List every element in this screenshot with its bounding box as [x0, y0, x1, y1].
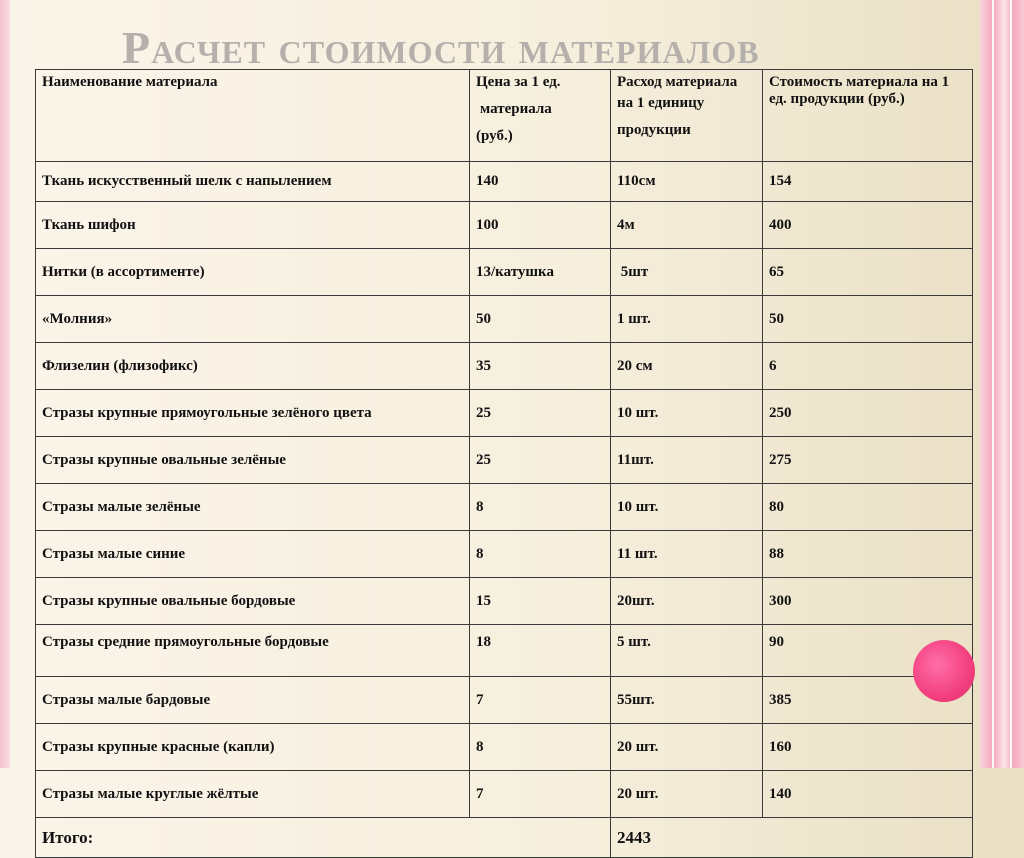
cell-material: Флизелин (флизофикс)	[36, 343, 470, 390]
cell-cost: 160	[763, 724, 973, 771]
table-row	[36, 677, 973, 724]
cell-cost: 400	[763, 202, 973, 249]
table-row	[36, 484, 973, 531]
cell-usage: 20 шт.	[611, 771, 763, 818]
table-row	[36, 249, 973, 296]
cell-usage: 1 шт.	[611, 296, 763, 343]
cell-price: 7	[470, 677, 611, 724]
header-unit-price-line2: материала	[480, 101, 552, 117]
cell-material: Ткань искусственный шелк с напылением	[36, 162, 470, 202]
cell-usage: 10 шт.	[611, 484, 763, 531]
table-row	[36, 771, 973, 818]
header-usage-line2: на 1 единицу	[617, 95, 705, 111]
total-label: Итого:	[36, 818, 611, 858]
cell-price: 15	[470, 578, 611, 625]
table-row	[36, 202, 973, 249]
cell-material: Нитки (в ассортименте)	[36, 249, 470, 296]
cell-price: 7	[470, 771, 611, 818]
table-row	[36, 724, 973, 771]
cell-price: 35	[470, 343, 611, 390]
cell-material: Стразы крупные красные (капли)	[36, 724, 470, 771]
cell-usage: 11шт.	[611, 437, 763, 484]
cell-usage: 11 шт.	[611, 531, 763, 578]
header-unit-price-line3: (руб.)	[476, 128, 513, 144]
table-row	[36, 390, 973, 437]
table-row	[36, 625, 973, 677]
cell-usage: 4м	[611, 202, 763, 249]
cell-usage: 20 см	[611, 343, 763, 390]
cell-cost: 154	[763, 162, 973, 202]
header-material-name: Наименование материала	[36, 70, 470, 162]
table-row	[36, 578, 973, 625]
cell-material: Стразы малые синие	[36, 531, 470, 578]
cell-material: Стразы средние прямоугольные бордовые	[36, 625, 470, 677]
cell-cost: 6	[763, 343, 973, 390]
cell-cost: 65	[763, 249, 973, 296]
materials-cost-table	[35, 69, 973, 858]
cell-price: 140	[470, 162, 611, 202]
right-decor-bar	[980, 0, 1024, 768]
total-value: 2443	[611, 818, 973, 858]
header-cost-per-unit: Стоимость материала на 1 ед. продукции (руб.)	[763, 70, 973, 162]
cell-material: Ткань шифон	[36, 202, 470, 249]
header-unit-price	[470, 70, 611, 162]
slide-title: Расчет стоимости материалов	[122, 22, 760, 73]
cell-usage: 20шт.	[611, 578, 763, 625]
cell-cost: 50	[763, 296, 973, 343]
table-body	[36, 162, 973, 858]
cell-usage: 55шт.	[611, 677, 763, 724]
table-row	[36, 531, 973, 578]
cell-cost: 140	[763, 771, 973, 818]
cell-material: Стразы малые бардовые	[36, 677, 470, 724]
cell-price: 8	[470, 484, 611, 531]
cell-price: 25	[470, 390, 611, 437]
cell-material: Стразы крупные овальные зелёные	[36, 437, 470, 484]
cell-price: 8	[470, 724, 611, 771]
cell-usage: 110см	[611, 162, 763, 202]
cell-cost: 275	[763, 437, 973, 484]
header-row	[36, 70, 973, 162]
cell-usage: 20 шт.	[611, 724, 763, 771]
header-material-usage	[611, 70, 763, 162]
cell-price: 8	[470, 531, 611, 578]
cell-material: Стразы крупные овальные бордовые	[36, 578, 470, 625]
header-usage-line1: Расход материала	[617, 74, 738, 90]
cell-material: Стразы малые круглые жёлтые	[36, 771, 470, 818]
cell-cost: 80	[763, 484, 973, 531]
cell-usage: 10 шт.	[611, 390, 763, 437]
cell-material: Стразы крупные прямоугольные зелёного цвета	[36, 390, 470, 437]
header-unit-price-line1: Цена за 1 ед.	[476, 74, 561, 90]
cell-cost: 385	[763, 677, 973, 724]
cell-material: «Молния»	[36, 296, 470, 343]
cell-cost: 250	[763, 390, 973, 437]
cell-cost: 90	[763, 625, 973, 677]
table-row	[36, 343, 973, 390]
cell-price: 100	[470, 202, 611, 249]
cell-price: 50	[470, 296, 611, 343]
left-decor-bar	[0, 0, 10, 768]
cell-price: 18	[470, 625, 611, 677]
table-row	[36, 437, 973, 484]
cell-usage: 5шт	[611, 249, 763, 296]
cell-cost: 300	[763, 578, 973, 625]
header-usage-line3: продукции	[617, 122, 691, 138]
total-row	[36, 818, 973, 858]
cell-usage: 5 шт.	[611, 625, 763, 677]
pink-circle-decoration	[913, 640, 975, 702]
cell-price: 13/катушка	[470, 249, 611, 296]
cell-material: Стразы малые зелёные	[36, 484, 470, 531]
table-row	[36, 162, 973, 202]
cell-price: 25	[470, 437, 611, 484]
cell-cost: 88	[763, 531, 973, 578]
table-row	[36, 296, 973, 343]
